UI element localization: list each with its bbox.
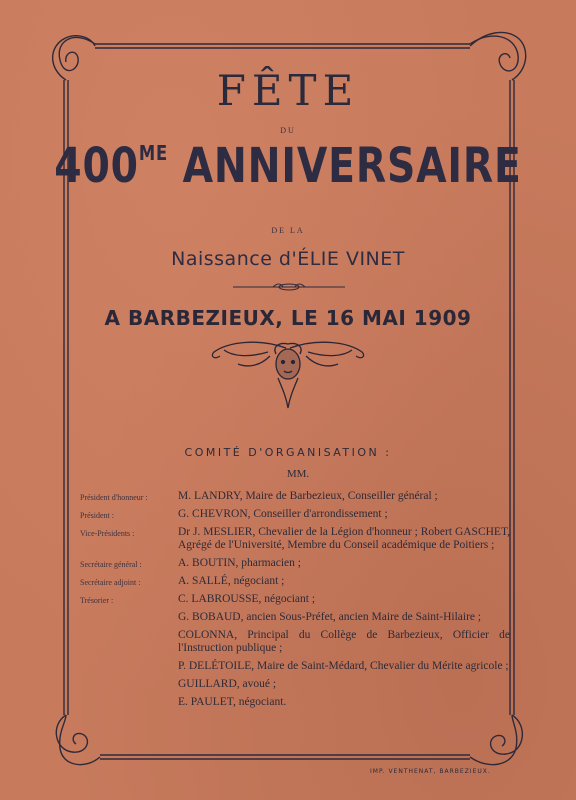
committee-role [80, 629, 178, 660]
list-item [80, 629, 510, 660]
list-item [80, 508, 510, 526]
title-du: DU [280, 126, 296, 135]
messieurs-label: MM. [286, 468, 310, 480]
committee-role [80, 678, 178, 696]
list-item [80, 593, 510, 611]
title-number: 400 [54, 138, 139, 194]
title-fete: FÊTE [216, 66, 360, 115]
list-item [80, 611, 510, 629]
title-de-la: DE LA [271, 226, 305, 235]
list-item [80, 557, 510, 575]
committee-entry: E. PAULET, négociant. [178, 696, 287, 708]
committee-list [80, 490, 510, 714]
committee-role [80, 696, 178, 714]
small-divider [233, 282, 345, 292]
committee-role: Trésorier : [80, 596, 114, 605]
committee-role: Président d'honneur : [80, 493, 148, 502]
committee-role [80, 611, 178, 629]
list-item [80, 660, 510, 678]
committee-role [80, 660, 178, 678]
list-item [80, 490, 510, 508]
committee-role: Président : [80, 511, 114, 520]
committee-entry: P. DELÉTOILE, Maire de Saint-Médard, Chevalier du Mérite agricole ; [178, 660, 509, 672]
list-item [80, 696, 510, 714]
title-superscript: ME [138, 141, 169, 165]
committee-entry: GUILLARD, avoué ; [178, 678, 277, 690]
committee-entry: M. LANDRY, Maire de Barbezieux, Conseiller général ; [178, 490, 438, 502]
printer-credit: IMP. VENTHENAT, BARBEZIEUX. [370, 768, 491, 775]
title-naissance: Naissance d'ÉLIE VINET [171, 248, 405, 270]
committee-entry: COLONNA, Principal du Collège de Barbezieux, Officier de l'Instruction publique ; [178, 629, 510, 654]
committee-role: Secrétaire adjoint : [80, 578, 141, 587]
committee-entry: G. CHEVRON, Conseiller d'arrondissement ; [178, 508, 388, 520]
committee-entry: C. LABROUSSE, négociant ; [178, 593, 316, 605]
mascaron-ornament [208, 338, 368, 410]
committee-entry: A. BOUTIN, pharmacien ; [178, 557, 301, 569]
committee-entry: Dr J. MESLIER, Chevalier de la Légion d'honneur ; Robert GASCHET, Agrégé de l'Université, Membre du Conseil académique de Poitiers ; [178, 526, 510, 551]
committee-role: Vice-Présidents : [80, 529, 135, 538]
title-anniversary [52, 138, 524, 194]
list-item [80, 678, 510, 696]
committee-entry: G. BOBAUD, ancien Sous-Préfet, ancien Maire de Saint-Hilaire ; [178, 611, 482, 623]
committee-role: Secrétaire général : [80, 560, 142, 569]
committee-entry: A. SALLÉ, négociant ; [178, 575, 285, 587]
committee-heading: COMITÉ D'ORGANISATION : [184, 446, 392, 459]
title-anniversaire: ANNIVERSAIRE [182, 138, 522, 194]
list-item [80, 575, 510, 593]
title-place-date: A BARBEZIEUX, LE 16 MAI 1909 [104, 306, 472, 330]
list-item [80, 526, 510, 557]
